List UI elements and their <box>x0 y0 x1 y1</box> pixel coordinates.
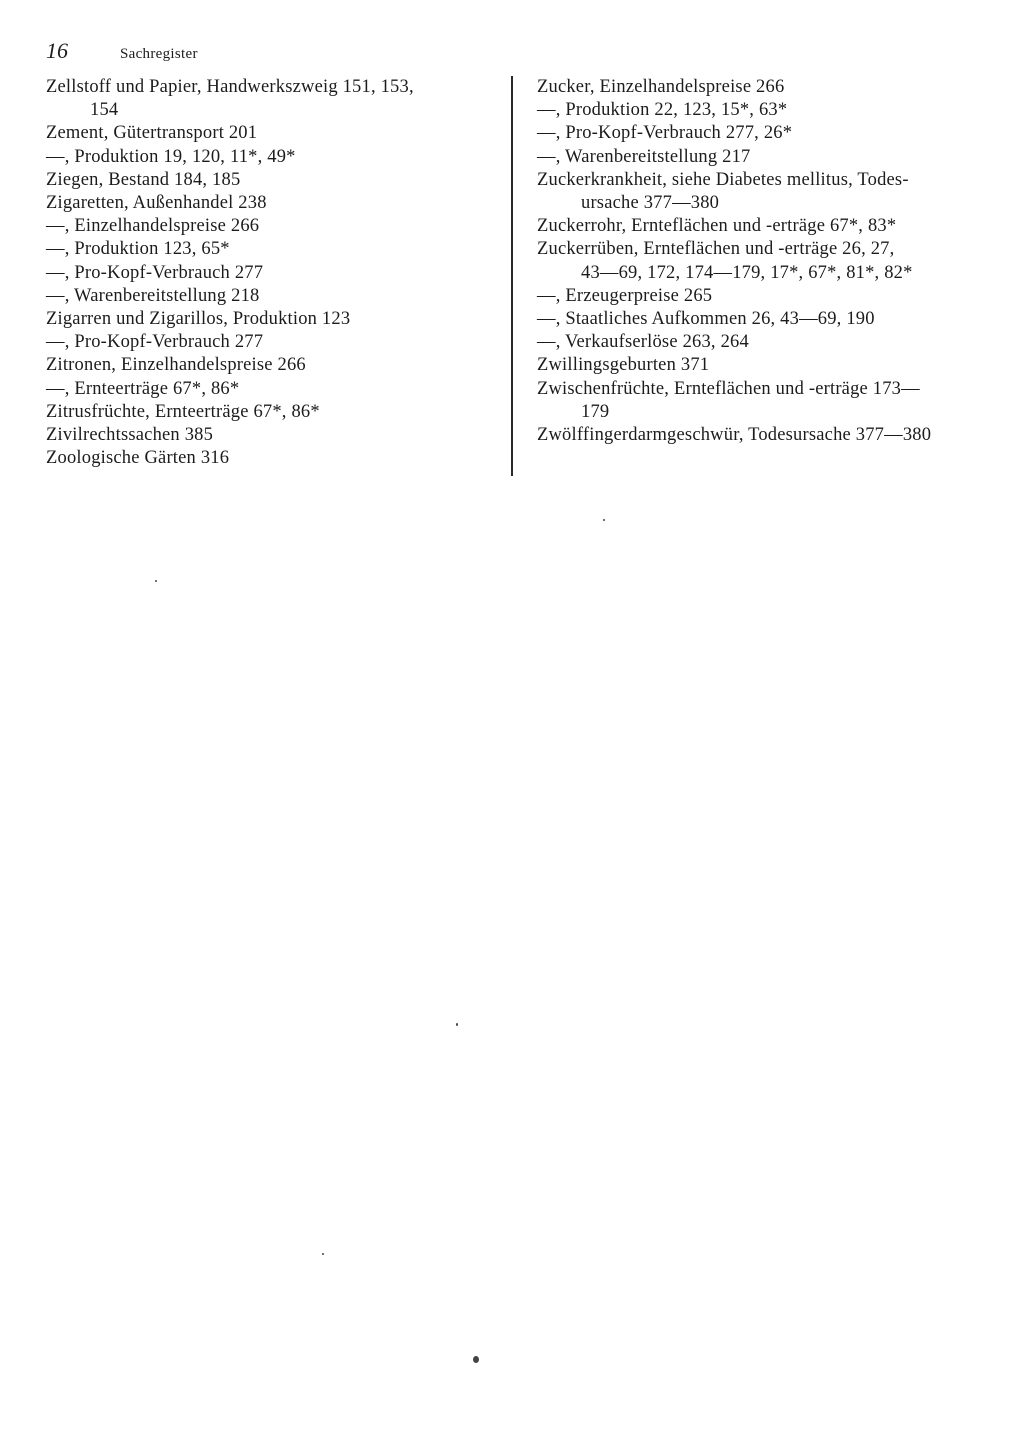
index-entry: —, Pro-Kopf-Verbrauch 277 <box>46 332 264 353</box>
index-entry <box>46 76 481 122</box>
index-entry: —, Staatliches Aufkommen 26, 43—69, 190 <box>537 309 875 330</box>
index-entry: Zigaretten, Außenhandel 238 <box>46 193 267 214</box>
index-entry: —, Produktion 19, 120, 11*, 49* <box>46 146 296 167</box>
index-column-right <box>537 76 977 447</box>
entry-continuation: ursache 377—380 <box>581 193 720 214</box>
entry-text: Zuckerrüben, Ernteflächen und -erträge 26, 27, <box>537 239 895 260</box>
scan-speck <box>456 1023 458 1026</box>
index-entry: Zucker, Einzelhandelspreise 266 <box>537 77 785 97</box>
index-entry: —, Produktion 22, 123, 15*, 63* <box>537 100 788 121</box>
index-entry: Zitrusfrüchte, Ernteerträge 67*, 86* <box>46 401 320 422</box>
index-entry: Zigarren und Zigarillos, Produktion 123 <box>46 309 351 330</box>
index-entry: Zwillingsgeburten 371 <box>537 355 710 376</box>
index-entry: —, Warenbereitstellung 218 <box>46 285 260 306</box>
index-entry: —, Erzeugerpreise 265 <box>537 285 713 306</box>
entry-continuation: 43—69, 172, 174—179, 17*, 67*, 81*, 82* <box>581 262 913 283</box>
index-entry: —, Pro-Kopf-Verbrauch 277 <box>46 262 264 283</box>
entry-continuation: 154 <box>90 100 119 121</box>
index-entry: Zwölffingerdarmgeschwür, Todesursache 377—380 <box>537 425 932 446</box>
index-entry <box>537 169 977 215</box>
entry-text: Zuckerkrankheit, siehe Diabetes mellitus, Todes- <box>537 169 909 190</box>
scan-speck <box>322 1253 324 1255</box>
column-divider <box>511 76 513 476</box>
index-entry: —, Ernteerträge 67*, 86* <box>46 378 240 399</box>
entry-continuation: 179 <box>581 401 610 422</box>
index-entry: —, Pro-Kopf-Verbrauch 277, 26* <box>537 123 793 144</box>
index-entry: Zivilrechtssachen 385 <box>46 425 214 446</box>
index-entry <box>537 378 977 424</box>
index-entry: —, Verkaufserlöse 263, 264 <box>537 332 749 353</box>
index-entry: —, Produktion 123, 65* <box>46 239 230 260</box>
scan-speck <box>473 1356 479 1363</box>
page-header <box>46 38 198 64</box>
index-entry: Zement, Gütertransport 201 <box>46 123 258 144</box>
entry-text: Zwischenfrüchte, Ernteflächen und -erträge 173— <box>537 378 920 399</box>
index-entry <box>537 238 977 284</box>
index-column-left <box>46 76 481 470</box>
index-entry: Zoologische Gärten 316 <box>46 448 230 469</box>
index-entry: Ziegen, Bestand 184, 185 <box>46 169 241 190</box>
page-number: 16 <box>46 38 68 63</box>
index-entry: Zitronen, Einzelhandelspreise 266 <box>46 355 306 376</box>
index-entry: —, Einzelhandelspreise 266 <box>46 216 260 237</box>
index-entry: Zuckerrohr, Ernteflächen und -erträge 67*, 83* <box>537 216 897 237</box>
scan-speck <box>603 519 605 521</box>
entry-text: Zellstoff und Papier, Handwerkszweig 151, 153, <box>46 77 414 97</box>
running-title: Sachregister <box>120 46 198 62</box>
scan-speck <box>155 580 157 582</box>
index-entry: —, Warenbereitstellung 217 <box>537 146 751 167</box>
